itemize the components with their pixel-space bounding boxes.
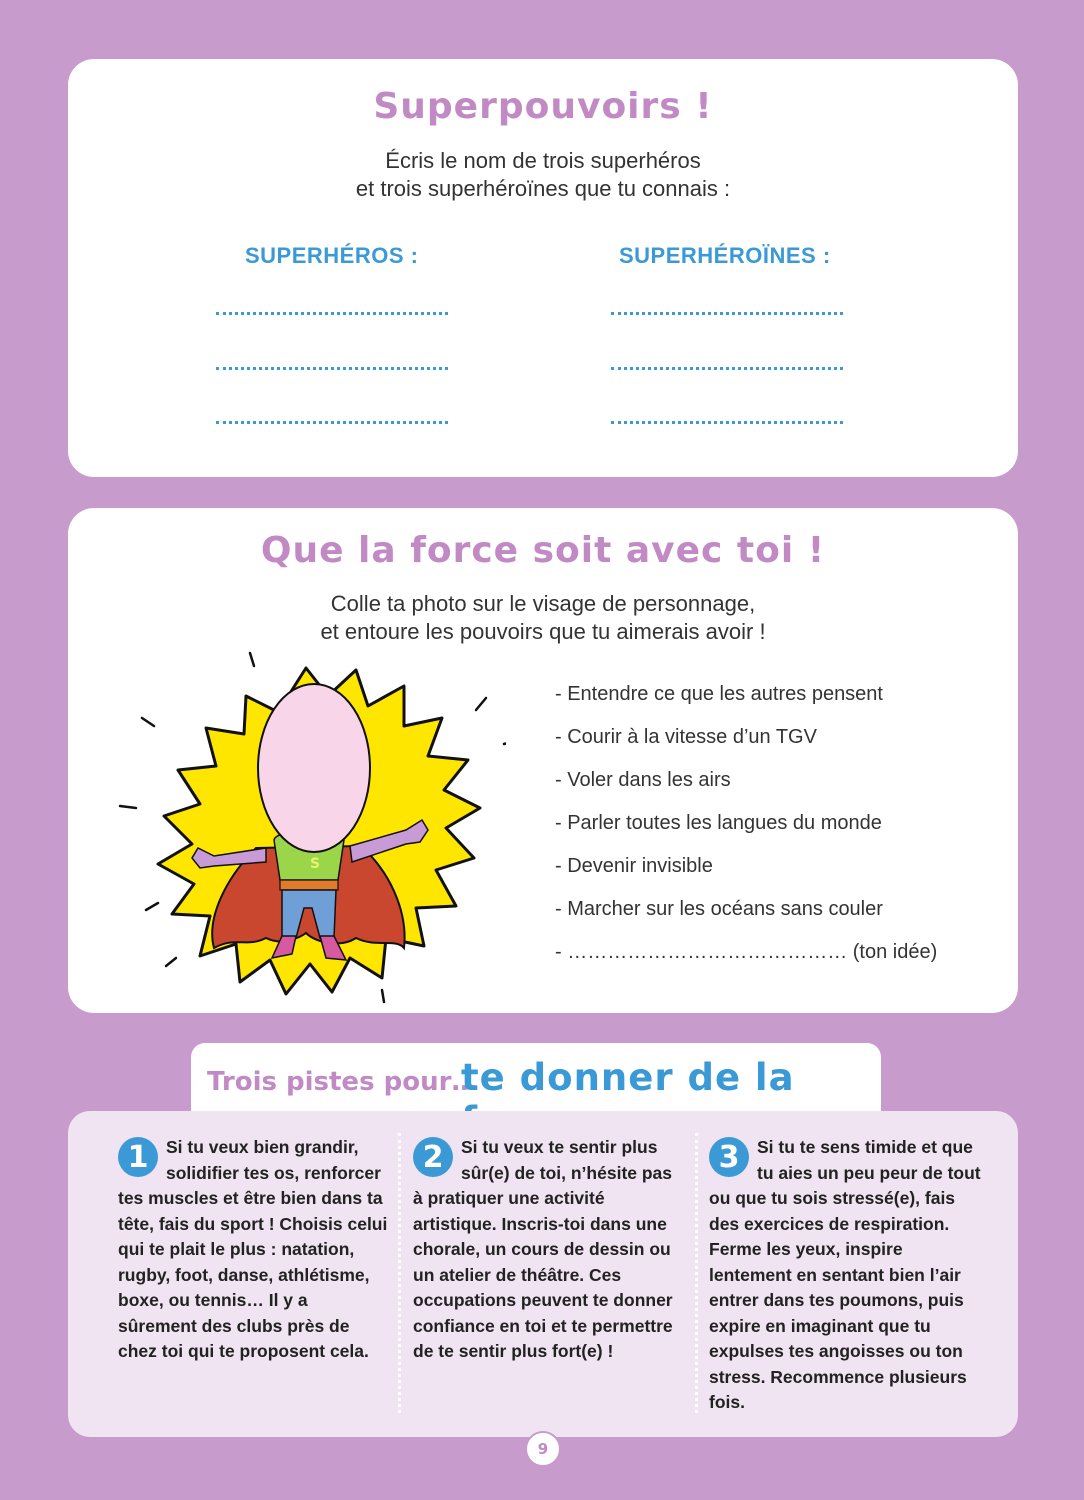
power-option-1[interactable]: - Entendre ce que les autres pensent (555, 683, 883, 705)
hero-emblem: S (310, 856, 321, 872)
tip-number-badge: 1 (118, 1137, 158, 1177)
tip-item (709, 1135, 981, 1416)
photo-face-oval (258, 684, 370, 852)
tip-text: Si tu veux bien grandir, solidifier tes os, renforcer tes muscles et être bien dans ta tête, fais du sport ! Choisis celui qui te plait le plus : natation, rugby, foot, danse, athlétisme, boxe, ou tennis… Il y a sûrement des clubs près de chez toi qui te proposent cela. (118, 1137, 388, 1361)
tip-item (118, 1135, 390, 1365)
instructions-line-1: Écris le nom de trois superhéros (385, 148, 701, 173)
power-option-3[interactable]: - Voler dans les airs (555, 769, 731, 791)
superpowers-card (68, 59, 1018, 477)
hero-belt (280, 880, 338, 890)
page-number: 9 (525, 1431, 561, 1467)
tips-header-tab (191, 1043, 881, 1113)
power-option-6[interactable]: - Marcher sur les océans sans couler (555, 898, 883, 920)
superhero-answer-line-1[interactable] (216, 312, 448, 315)
force-instructions (68, 590, 1018, 646)
tip-text: Si tu veux te sentir plus sûr(e) de toi, n’hésite pas à pratiquer une activité artistique. Inscris-toi dans une chorale, un cours de dessin ou un atelier de théâtre. Ces occupations peuvent te donner confiance en toi et te permettre de te sentir plus fort(e) ! (413, 1137, 673, 1361)
superheroine-answer-line-2[interactable] (611, 367, 843, 370)
superheroine-answer-line-1[interactable] (611, 312, 843, 315)
force-instructions-line-2: et entoure les pouvoirs que tu aimerais avoir ! (320, 619, 766, 644)
superpowers-title: Superpouvoirs ! (373, 86, 713, 127)
force-card (68, 508, 1018, 1013)
superheros-label: SUPERHÉROS : (245, 243, 419, 268)
superheroines-label: SUPERHÉROÏNES : (619, 243, 831, 268)
superhero-answer-line-3[interactable] (216, 421, 448, 424)
force-instructions-line-1: Colle ta photo sur le visage de personnage, (330, 591, 756, 616)
power-option-2[interactable]: - Courir à la vitesse d’un TGV (555, 726, 817, 748)
superhero-answer-line-2[interactable] (216, 367, 448, 370)
power-option-4[interactable]: - Parler toutes les langues du monde (555, 812, 882, 834)
tip-number-badge: 2 (413, 1137, 453, 1177)
tip-text: Si tu te sens timide et que tu aies un peu peur de tout ou que tu sois stressé(e), fais des exercices de respiration. Ferme les yeux, inspire lentement en sentant bien l’air entrer dans tes poumons, puis expire en imaginant que tu expulses tes angoisses ou ton stress. Recommence plusieurs fois. (709, 1137, 981, 1412)
superheroine-answer-line-3[interactable] (611, 421, 843, 424)
superhero-illustration (106, 648, 506, 1008)
power-option-own-idea[interactable]: - …………………………………… (ton idée) (555, 941, 938, 963)
tip-number-badge: 3 (709, 1137, 749, 1177)
tip-item (413, 1135, 685, 1365)
tips-box (68, 1111, 1018, 1437)
instructions-line-2: et trois superhéroïnes que tu connais : (355, 176, 731, 201)
tip-divider (398, 1133, 401, 1413)
tips-title: te donner de la (461, 1056, 795, 1099)
superpowers-instructions (68, 147, 1018, 203)
tip-divider (695, 1133, 698, 1413)
force-title: Que la force soit avec toi ! (260, 530, 826, 571)
tips-prefix: Trois pistes pour… (207, 1067, 478, 1097)
power-option-5[interactable]: - Devenir invisible (555, 855, 713, 877)
